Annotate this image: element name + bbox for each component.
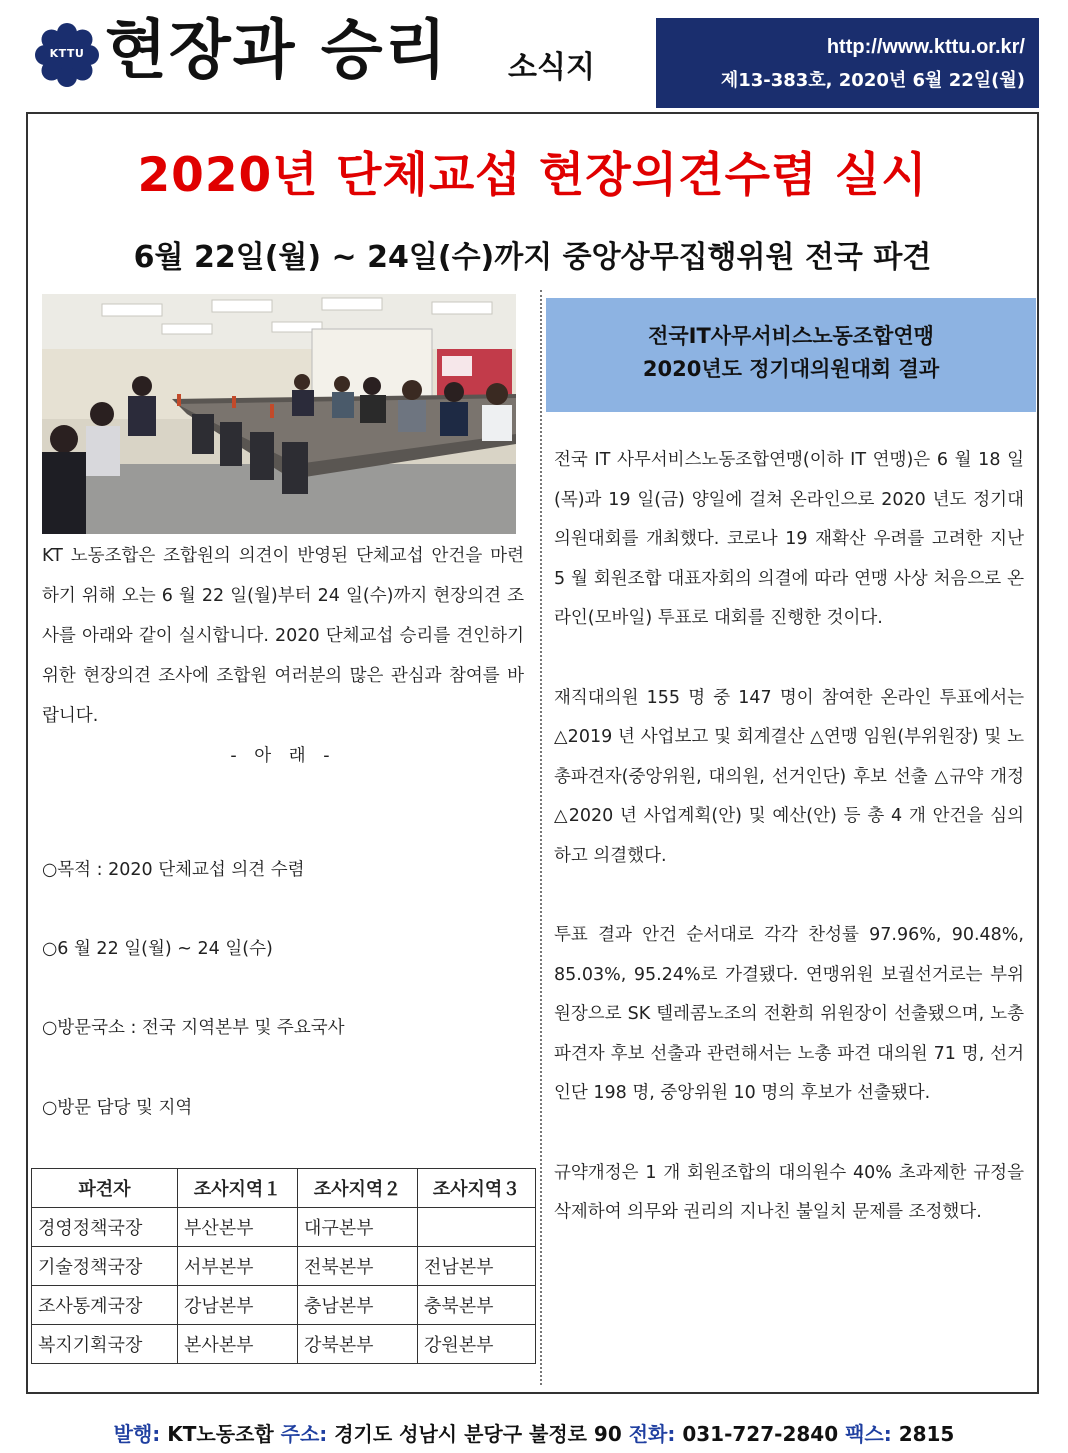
logo-text: KTTU [49,47,85,60]
table-cell: 본사본부 [178,1325,298,1364]
table-header: 조사지역２ [298,1169,418,1208]
table-cell: 서부본부 [178,1247,298,1286]
footer [0,1418,1068,1447]
website-link[interactable]: http://www.kttu.or.kr/ [826,36,1025,58]
table-row [32,1247,536,1286]
phone-label: 전화: [628,1422,676,1446]
table-cell: 강남본부 [178,1286,298,1325]
fax-label: 팩스: [845,1422,892,1446]
table-row [32,1286,536,1325]
intro-paragraph: KT 노동조합은 조합원의 의견이 반영된 단체교섭 안건을 마련하기 위해 오는 6 월 22 일(월)부터 24 일(수)까지 현장의견 조사를 아래와 같이 실시합니다. 2020 단체교섭 승리를 견인하기 위한 현장의견 조사에 조합원 여러분의 많은 관심과 참여를 바랍니다. [42,546,524,726]
paragraph: 재직대의원 155 명 중 147 명이 참여한 온라인 투표에서는 △2019 년 사업보고 및 회계결산 △연맹 임원(부위원장) 및 노총파견자(중앙위원, 대의원, 선거인단) 후보 선출 △규약 개정 △2020 년 사업계획(안) 및 예산(안) 등 총 4 개 안건을 심의하고 의결했다. [554,687,1024,866]
table-cell: 강원본부 [418,1325,536,1364]
table-cell: 경영정책국장 [32,1208,178,1247]
right-article-banner [546,298,1036,412]
table-row [32,1208,536,1247]
dispatch-table [31,1168,536,1364]
phone: 031-727-2840 [682,1422,839,1446]
bullet-location: ○방문국소 : 전국 지역본부 및 주요국사 [42,1018,345,1038]
banner-line-1: 전국IT사무서비스노동조합연맹 [648,324,934,348]
table-cell [418,1208,536,1247]
banner-line-2: 2020년도 정기대의원대회 결과 [642,357,940,381]
table-cell: 대구본부 [298,1208,418,1247]
table-cell: 부산본부 [178,1208,298,1247]
table-row [32,1325,536,1364]
fax: 2815 [898,1422,955,1446]
publisher-label: 발행: [113,1422,161,1446]
bullet-assignment: ○방문 담당 및 지역 [42,1098,193,1118]
newsletter-subtitle: 소식지 [508,50,595,85]
arae-marker: - 아 래 - [230,746,336,766]
table-cell: 전북본부 [298,1247,418,1286]
publisher: KT노동조합 [167,1422,274,1446]
table-header: 조사지역１ [178,1169,298,1208]
table-cell: 조사통계국장 [32,1286,178,1325]
bullet-purpose: ○목적 : 2020 단체교섭 의견 수렴 [42,860,305,880]
table-cell: 기술정책국장 [32,1247,178,1286]
paragraph: 규약개정은 1 개 회원조합의 대의원수 40% 초과제한 규정을 삭제하여 의무와 권리의 지나친 불일치 문제를 조정했다. [554,1162,1024,1222]
table-cell: 강북본부 [298,1325,418,1364]
table-header-row [32,1169,536,1208]
article-frame [26,112,1039,1394]
left-article-text [42,536,524,776]
table-cell: 복지기획국장 [32,1325,178,1364]
subheadline: 6월 22일(월) ~ 24일(수)까지 중앙상무집행위원 전국 파견 [133,240,932,275]
paragraph: 투표 결과 안건 순서대로 각각 찬성률 97.96%, 90.48%, 85.03%, 95.24%로 가결됐다. 연맹위원 보궐선거로는 부위원장으로 SK 텔레콤노조의 전환희 위원장이 선출됐으며, 노총 파견자 후보 선출과 관련해서는 노총 파견 대의원 71 명, 선거인단 198 명, 중앙위원 10 명의 후보가 선출됐다. [554,925,1024,1103]
table-header: 조사지역３ [418,1169,536,1208]
meeting-photo [42,294,516,534]
column-divider [540,290,542,1385]
issue-number: 제13-383호, 2020년 6월 22일(월) [720,70,1025,91]
bullet-dates: ○6 월 22 일(월) ~ 24 일(수) [42,939,273,959]
address: 경기도 성남시 분당구 불정로 90 [334,1422,622,1446]
table-header: 파견자 [32,1169,178,1208]
table-cell: 충북본부 [418,1286,536,1325]
table-cell: 전남본부 [418,1247,536,1286]
address-label: 주소: [280,1422,328,1446]
right-article-text [554,441,1024,1273]
table-cell: 충남본부 [298,1286,418,1325]
newsletter-title: 현장과 승리 [105,13,449,88]
issue-info-box [656,18,1039,108]
headline: 2020년 단체교섭 현장의견수렴 실시 [137,148,928,203]
paragraph: 전국 IT 사무서비스노동조합연맹(이하 IT 연맹)은 6 월 18 일(목)과 19 일(금) 양일에 걸쳐 온라인으로 2020 년도 정기대의원대회를 개최했다. 코로나 19 재확산 우려를 고려한 지난 5 월 회원조합 대표자회의 의결에 따라 연맹 사상 처음으로 온라인(모바일) 투표로 대회를 진행한 것이다. [554,450,1024,628]
